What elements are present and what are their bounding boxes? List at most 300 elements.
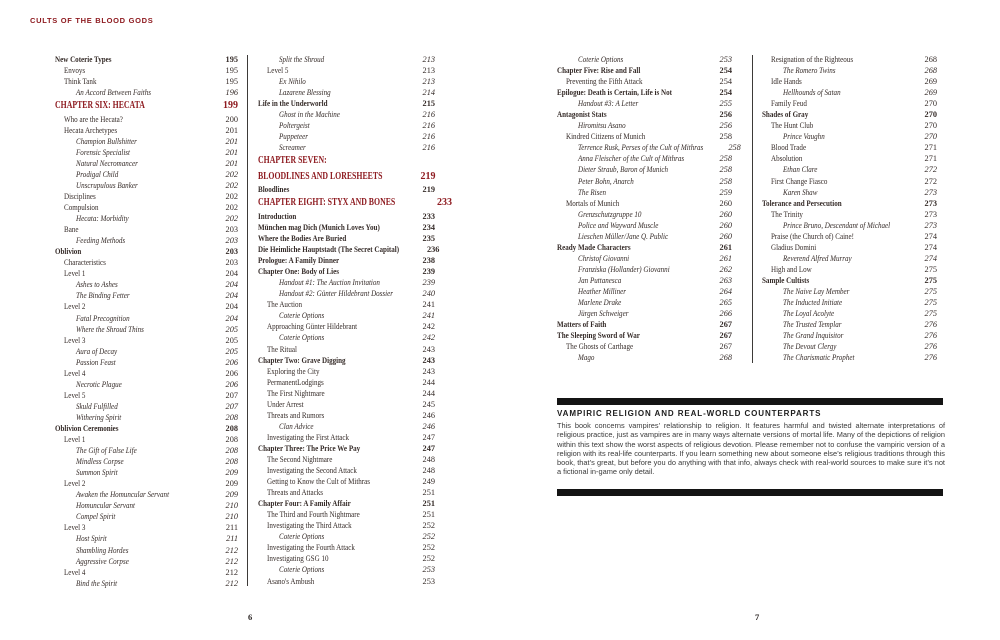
toc-entry-page: 201 xyxy=(225,125,238,135)
toc-entry xyxy=(55,158,238,169)
sidebar-title: VAMPIRIC RELIGION AND REAL-WORLD COUNTERPARTS xyxy=(557,409,822,418)
toc-entry-page: 208 xyxy=(225,424,238,433)
toc-entry xyxy=(258,244,440,255)
toc-entry-page: 252 xyxy=(422,554,435,564)
column-divider-left xyxy=(247,55,248,586)
toc-entry-label: The Gift of False Life xyxy=(76,446,137,456)
toc-entry-label: Host Spirit xyxy=(76,534,107,544)
toc-entry xyxy=(258,321,435,332)
toc-entry xyxy=(762,242,937,253)
toc-entry-label: Champion Bullshitter xyxy=(76,136,137,146)
toc-entry-page: 245 xyxy=(422,399,435,409)
toc-entry-page: 267 xyxy=(719,320,732,330)
toc-entry xyxy=(258,476,435,487)
toc-entry xyxy=(557,98,732,109)
toc-entry xyxy=(557,198,732,209)
toc-entry-label: Getting to Know the Cult of Mithras xyxy=(267,477,371,487)
toc-entry xyxy=(557,131,732,142)
toc-entry-page: 248 xyxy=(422,466,435,476)
toc-entry-page: 215 xyxy=(422,99,435,109)
toc-entry xyxy=(55,191,238,202)
toc-entry-label: Exploring the City xyxy=(267,366,320,376)
toc-entry xyxy=(557,220,732,231)
toc-entry-label: The Trusted Templar xyxy=(783,320,842,330)
toc-entry-page: 249 xyxy=(422,477,435,487)
toc-entry-label: Christof Giovanni xyxy=(578,253,630,263)
toc-entry xyxy=(258,153,435,169)
toc-entry-label: Awaken the Homuncular Servant xyxy=(76,490,170,500)
toc-entry-page: 242 xyxy=(422,322,435,332)
toc-entry-label: Asano's Ambush xyxy=(267,576,315,586)
toc-entry xyxy=(258,576,435,587)
toc-entry-label: PermanentLodgings xyxy=(267,377,324,387)
toc-entry xyxy=(258,520,435,531)
toc-entry-page: 212 xyxy=(225,567,238,577)
toc-entry-page: 265 xyxy=(719,298,732,308)
toc-entry-label: New Coterie Types xyxy=(55,55,112,64)
toc-entry xyxy=(258,54,435,65)
toc-entry-label: Matters of Faith xyxy=(557,320,607,330)
toc-entry-page: 258 xyxy=(728,143,741,153)
toc-entry-page: 208 xyxy=(225,435,238,445)
toc-entry xyxy=(258,109,435,120)
toc-entry-label: Homuncular Servant xyxy=(76,501,135,511)
toc-entry xyxy=(55,147,238,158)
toc-entry-page: 244 xyxy=(422,377,435,387)
toc-entry-label: The Devout Clergy xyxy=(783,342,837,352)
toc-entry xyxy=(55,257,238,268)
toc-entry-page: 216 xyxy=(422,143,435,153)
toc-entry-page: 205 xyxy=(225,324,238,334)
toc-entry-page: 244 xyxy=(422,388,435,398)
toc-entry-page: 200 xyxy=(225,114,238,124)
toc-entry-page: 205 xyxy=(225,335,238,345)
toc-entry xyxy=(762,209,937,220)
toc-entry-page: 204 xyxy=(225,291,238,301)
toc-entry-label: Police and Wayward Muscle xyxy=(578,220,659,230)
toc-entry-label: Peter Bohn, Anarch xyxy=(578,176,634,186)
toc-entry xyxy=(258,443,435,454)
toc-entry-page: 195 xyxy=(225,66,238,76)
toc-entry-page: 275 xyxy=(924,275,937,285)
toc-entry-page: 252 xyxy=(422,543,435,553)
toc-entry-page: 219 xyxy=(422,185,435,195)
toc-entry xyxy=(258,288,435,299)
toc-entry xyxy=(557,275,732,286)
toc-entry xyxy=(258,87,435,98)
toc-entry xyxy=(557,341,732,352)
toc-entry xyxy=(762,131,937,142)
toc-entry-label: The Ghosts of Carthage xyxy=(566,342,634,352)
toc-entry-label: Hiromitsu Asano xyxy=(578,121,626,131)
toc-entry-page: 268 xyxy=(719,353,732,363)
toc-entry xyxy=(762,231,937,242)
toc-entry xyxy=(557,87,732,98)
toc-entry-label: Threats and Attacks xyxy=(267,488,324,498)
toc-entry-label: Where the Shroud Thins xyxy=(76,324,144,334)
toc-entry-label: Handout #1: The Auction Invitation xyxy=(279,278,380,288)
toc-entry-label: Bind the Spirit xyxy=(76,578,118,588)
toc-entry-page: 204 xyxy=(225,280,238,290)
toc-entry-label: The Sleeping Sword of War xyxy=(557,331,640,341)
toc-entry-page: 208 xyxy=(225,412,238,422)
toc-entry-page: 268 xyxy=(924,66,937,76)
toc-entry-page: 266 xyxy=(719,309,732,319)
toc-entry-page: 243 xyxy=(422,344,435,354)
toc-entry xyxy=(557,76,732,87)
toc-entry-page: 273 xyxy=(924,198,937,208)
toc-entry-page: 214 xyxy=(422,88,435,98)
toc-entry-label: The Trinity xyxy=(771,209,803,219)
toc-entry xyxy=(557,109,732,120)
toc-entry-label: Aggressive Corpse xyxy=(76,556,129,566)
toc-entry xyxy=(258,76,435,87)
toc-entry-page: 233 xyxy=(436,197,452,209)
toc-entry xyxy=(55,324,238,335)
toc-entry-page: 275 xyxy=(924,286,937,296)
toc-entry-label: Resignation of the Righteous xyxy=(771,55,854,64)
toc-entry-label: Chapter Two: Grave Digging xyxy=(258,355,346,365)
toc-entry-page: 243 xyxy=(422,355,435,365)
toc-entry-label: Level 1 xyxy=(64,435,86,445)
toc-entry-page: 210 xyxy=(225,501,238,511)
toc-entry-page: 211 xyxy=(226,534,238,544)
toc-entry-page: 209 xyxy=(225,490,238,500)
toc-entry-page: 240 xyxy=(422,289,435,299)
toc-entry xyxy=(55,224,238,235)
toc-entry-label: Mindless Corpse xyxy=(76,457,124,467)
toc-entry-label: The Charismatic Prophet xyxy=(783,353,855,363)
toc-entry-page: 196 xyxy=(225,88,238,98)
toc-entry xyxy=(258,120,435,131)
toc-entry-page: 275 xyxy=(924,298,937,308)
toc-entry-label: Investigating the First Attack xyxy=(267,432,350,442)
page-number-left: 6 xyxy=(248,612,253,622)
toc-entry xyxy=(557,352,732,363)
toc-entry-label: Coterie Options xyxy=(279,532,325,542)
toc-entry-label: Level 4 xyxy=(64,368,86,378)
toc-entry-page: 202 xyxy=(225,180,238,190)
toc-entry xyxy=(762,220,937,231)
toc-entry-label: Jan Puttanesca xyxy=(578,275,622,285)
toc-entry xyxy=(762,330,937,341)
toc-entry-page: 271 xyxy=(924,143,937,153)
toc-entry xyxy=(55,313,238,324)
toc-entry xyxy=(55,279,238,290)
toc-entry-label: Puppeteer xyxy=(279,132,308,142)
toc-entry-page: 216 xyxy=(422,132,435,142)
toc-entry-page: 274 xyxy=(924,242,937,252)
toc-entry xyxy=(762,286,937,297)
toc-entry xyxy=(55,136,238,147)
toc-entry-label: Dieter Straub, Baron of Munich xyxy=(578,165,669,175)
toc-entry-page: 202 xyxy=(225,192,238,202)
toc-entry-page: 216 xyxy=(422,110,435,120)
toc-entry-page: 267 xyxy=(719,342,732,352)
toc-entry xyxy=(258,564,435,575)
toc-entry xyxy=(258,377,435,388)
toc-entry xyxy=(762,308,937,319)
toc-entry-label: Prince Vaughn xyxy=(783,132,825,142)
toc-entry-page: 211 xyxy=(225,523,238,533)
toc-entry xyxy=(258,65,435,76)
toc-entry xyxy=(55,489,238,500)
sidebar-body: This book concerns vampires’ relationship to religion. It features harmful and twisted alternate interpretations of religious practice, just as vampires are in many ways alternate versions of mortal life. Many of the depictions of religion within this text show the worst aspects of religious devotion. Please remember not to confuse the vampiric version of a religion with its real-life counterparts. If you learn something new about someone else’s religious traditions through this book, that’s great, but before you do anything with that info, always check with real-world sources to make sure it’s not a fictional in-game only detail. xyxy=(557,421,945,477)
toc-entry xyxy=(762,87,937,98)
toc-entry-page: 269 xyxy=(924,77,937,87)
toc-entry-label: Hecata Archetypes xyxy=(64,125,118,135)
toc-entry-label: Approaching Günter Hildebrant xyxy=(267,322,358,332)
toc-entry-label: Reverend Alfred Murray xyxy=(783,253,852,263)
toc-entry xyxy=(55,379,238,390)
toc-entry xyxy=(258,310,435,321)
page-number-right: 7 xyxy=(755,612,760,622)
toc-entry-label: Investigating GSG 10 xyxy=(267,554,329,564)
toc-entry-label: The Hunt Club xyxy=(771,121,814,131)
toc-entry-label: Prodigal Child xyxy=(76,169,119,179)
toc-entry-label: First Change Fiasco xyxy=(771,176,828,186)
toc-entry-label: The Inducted Initiate xyxy=(783,298,843,308)
toc-entry-label: Chapter Four: A Family Affair xyxy=(258,499,351,509)
toc-entry xyxy=(762,187,937,198)
toc-entry-page: 203 xyxy=(225,247,238,257)
toc-entry-label: The Ritual xyxy=(267,344,297,354)
toc-entry-page: 252 xyxy=(422,532,435,542)
toc-entry xyxy=(762,341,937,352)
toc-entry-label: Grenzschutzgruppe 10 xyxy=(578,209,642,219)
toc-entry-page: 252 xyxy=(422,521,435,531)
toc-entry xyxy=(55,567,238,578)
toc-entry xyxy=(258,509,435,520)
toc-entry xyxy=(557,176,732,187)
toc-entry-label: Absolution xyxy=(771,154,803,164)
toc-column-3 xyxy=(557,54,741,363)
toc-entry xyxy=(55,357,238,368)
toc-entry-page: 236 xyxy=(427,245,440,255)
toc-entry-label: Terrence Rusk, Perses of the Cult of Mithras xyxy=(578,143,704,153)
toc-entry-page: 259 xyxy=(719,187,732,197)
toc-entry-label: Passion Feast xyxy=(76,357,116,367)
toc-entry-page: 256 xyxy=(719,121,732,131)
toc-entry xyxy=(762,264,937,275)
toc-entry-label: The Risen xyxy=(578,187,607,197)
toc-entry-label: Handout #2: Günter Hildebrant Dossier xyxy=(279,289,394,299)
toc-entry-page: 213 xyxy=(422,55,435,64)
toc-entry-page: 254 xyxy=(719,77,732,87)
toc-entry-label: Sample Cultists xyxy=(762,275,810,285)
toc-entry-page: 206 xyxy=(225,368,238,378)
toc-entry xyxy=(55,54,238,65)
toc-entry-label: Level 1 xyxy=(64,269,86,279)
toc-entry-page: 276 xyxy=(924,342,937,352)
toc-entry-page: 204 xyxy=(225,302,238,312)
toc-entry-label: Investigating the Third Attack xyxy=(267,521,352,531)
toc-entry xyxy=(258,498,435,509)
toc-entry-label: Who are the Hecata? xyxy=(64,114,123,124)
toc-entry xyxy=(557,264,732,275)
toc-entry-label: Blood Trade xyxy=(771,143,807,153)
toc-entry xyxy=(55,556,238,567)
toc-entry-label: Karen Shaw xyxy=(783,187,818,197)
toc-entry xyxy=(557,153,732,164)
toc-entry-page: 255 xyxy=(719,99,732,109)
toc-entry-page: 242 xyxy=(422,333,435,343)
toc-entry-page: 206 xyxy=(225,379,238,389)
toc-entry xyxy=(55,445,238,456)
toc-entry-label: The Auction xyxy=(267,300,303,310)
toc-entry xyxy=(557,54,732,65)
toc-entry xyxy=(557,164,732,175)
toc-entry-page: 201 xyxy=(225,147,238,157)
toc-entry-page: 205 xyxy=(225,346,238,356)
toc-entry-page: 207 xyxy=(225,401,238,411)
toc-entry xyxy=(55,246,238,257)
toc-entry xyxy=(55,412,238,423)
toc-entry-label: Mortals of Munich xyxy=(566,198,620,208)
toc-entry-label: Franziska (Hollander) Giovanni xyxy=(578,264,670,274)
toc-entry xyxy=(55,202,238,213)
toc-entry-page: 260 xyxy=(719,209,732,219)
toc-entry-page: 258 xyxy=(719,154,732,164)
toc-entry xyxy=(258,299,435,310)
toc-entry-page: 204 xyxy=(225,269,238,279)
toc-entry xyxy=(55,87,238,98)
toc-entry xyxy=(55,235,238,246)
toc-entry-label: Hecata: Morbidity xyxy=(76,214,129,224)
toc-entry-page: 201 xyxy=(225,136,238,146)
toc-entry xyxy=(258,169,435,185)
toc-entry-label: The Romero Twins xyxy=(783,66,836,76)
toc-entry-label: Marlene Drake xyxy=(578,298,622,308)
toc-entry-label: Heather Milliner xyxy=(578,286,626,296)
toc-entry-label: Chapter One: Body of Lies xyxy=(258,267,339,277)
toc-entry xyxy=(258,388,435,399)
toc-entry-label: The First Nightmare xyxy=(267,388,325,398)
toc-entry-label: Investigating the Second Attack xyxy=(267,466,357,476)
toc-entry xyxy=(258,131,435,142)
toc-entry-label: Level 4 xyxy=(64,567,86,577)
toc-entry xyxy=(762,65,937,76)
toc-entry xyxy=(55,180,238,191)
toc-entry-label: Ex Nihilo xyxy=(279,77,306,87)
toc-entry-label: Die Heimliche Hauptstadt (The Secret Capital) xyxy=(258,245,400,255)
toc-entry xyxy=(557,209,732,220)
toc-entry-label: Envoys xyxy=(64,66,86,76)
toc-entry-label: Unscrupulous Banker xyxy=(76,180,138,190)
toc-entry-label: Compel Spirit xyxy=(76,512,116,522)
toc-entry xyxy=(258,277,435,288)
toc-entry-page: 203 xyxy=(225,258,238,268)
toc-entry-page: 208 xyxy=(225,457,238,467)
toc-entry xyxy=(55,301,238,312)
toc-entry-label: Coterie Options xyxy=(279,333,325,343)
toc-entry-label: München mag Dich (Munich Loves You) xyxy=(258,223,380,233)
toc-entry xyxy=(258,344,435,355)
toc-entry-page: 243 xyxy=(422,366,435,376)
toc-entry-label: Life in the Underworld xyxy=(258,99,328,109)
toc-entry xyxy=(55,423,238,434)
toc-entry-page: 258 xyxy=(719,132,732,142)
toc-entry xyxy=(55,390,238,401)
toc-entry-page: 260 xyxy=(719,231,732,241)
toc-entry xyxy=(55,368,238,379)
toc-entry-label: Ashes to Ashes xyxy=(76,280,118,290)
toc-entry-label: Gladius Domini xyxy=(771,242,817,252)
toc-entry xyxy=(55,545,238,556)
toc-entry xyxy=(762,120,937,131)
toc-entry xyxy=(258,454,435,465)
toc-entry xyxy=(557,142,741,153)
toc-entry-label: The Third and Fourth Nightmare xyxy=(267,510,360,520)
toc-entry-label: Ghost in the Machine xyxy=(279,110,340,120)
toc-entry-label: Praise (the Church of) Caine! xyxy=(771,231,855,241)
toc-entry-page: 212 xyxy=(225,545,238,555)
toc-entry xyxy=(55,213,238,224)
toc-column-1 xyxy=(55,54,238,589)
toc-entry-label: Preventing the Fifth Attack xyxy=(566,77,643,87)
toc-entry-label: Bloodlines xyxy=(258,185,290,195)
toc-entry-page: 274 xyxy=(924,253,937,263)
toc-entry-page: 275 xyxy=(924,309,937,319)
toc-entry-label: Kindred Citizens of Munich xyxy=(566,132,646,142)
toc-entry xyxy=(258,531,435,542)
toc-entry xyxy=(55,65,238,76)
toc-entry-page: 256 xyxy=(719,110,732,120)
toc-entry xyxy=(55,346,238,357)
toc-entry xyxy=(258,410,435,421)
toc-entry-page: 241 xyxy=(422,300,435,310)
toc-entry-label: The Binding Fetter xyxy=(76,291,130,301)
toc-entry-label: Lieschen Müller/Jane Q. Public xyxy=(578,231,669,241)
toc-entry-label: Level 3 xyxy=(64,523,86,533)
toc-entry-label: Idle Hands xyxy=(771,77,802,87)
toc-entry-label: Oblivion Ceremonies xyxy=(55,424,119,433)
toc-entry-page: 210 xyxy=(225,512,238,522)
toc-entry xyxy=(55,290,238,301)
toc-entry-page: 209 xyxy=(225,479,238,489)
toc-entry xyxy=(258,233,435,244)
toc-entry-label: Withering Spirit xyxy=(76,412,122,422)
toc-entry-label: The Grand Inquisitor xyxy=(783,331,844,341)
toc-entry xyxy=(762,153,937,164)
toc-entry xyxy=(55,169,238,180)
toc-entry-page: 251 xyxy=(422,510,435,520)
toc-column-2 xyxy=(258,54,452,587)
toc-entry xyxy=(557,120,732,131)
toc-entry-page: 262 xyxy=(719,264,732,274)
toc-entry-page: 239 xyxy=(422,267,435,277)
toc-entry-label: CHAPTER SEVEN: xyxy=(258,155,327,167)
toc-entry-page: 263 xyxy=(719,275,732,285)
toc-entry-page: 195 xyxy=(225,55,238,64)
toc-entry-page: 274 xyxy=(924,231,937,241)
toc-entry xyxy=(258,332,435,343)
toc-entry-label: Prologue: A Family Dinner xyxy=(258,256,340,266)
toc-entry-page: 272 xyxy=(924,165,937,175)
toc-entry-label: Bane xyxy=(64,225,79,235)
toc-entry xyxy=(258,421,435,432)
toc-entry-label: Split the Shroud xyxy=(279,55,325,64)
toc-entry-label: Forensic Specialist xyxy=(76,147,131,157)
toc-entry-page: 258 xyxy=(719,176,732,186)
toc-entry-page: 253 xyxy=(422,565,435,575)
toc-entry-page: 273 xyxy=(924,220,937,230)
toc-entry xyxy=(55,467,238,478)
toc-entry-label: Hellhounds of Satan xyxy=(783,88,841,98)
toc-entry xyxy=(258,432,435,443)
toc-entry-page: 202 xyxy=(225,169,238,179)
toc-entry-page: 195 xyxy=(225,77,238,87)
